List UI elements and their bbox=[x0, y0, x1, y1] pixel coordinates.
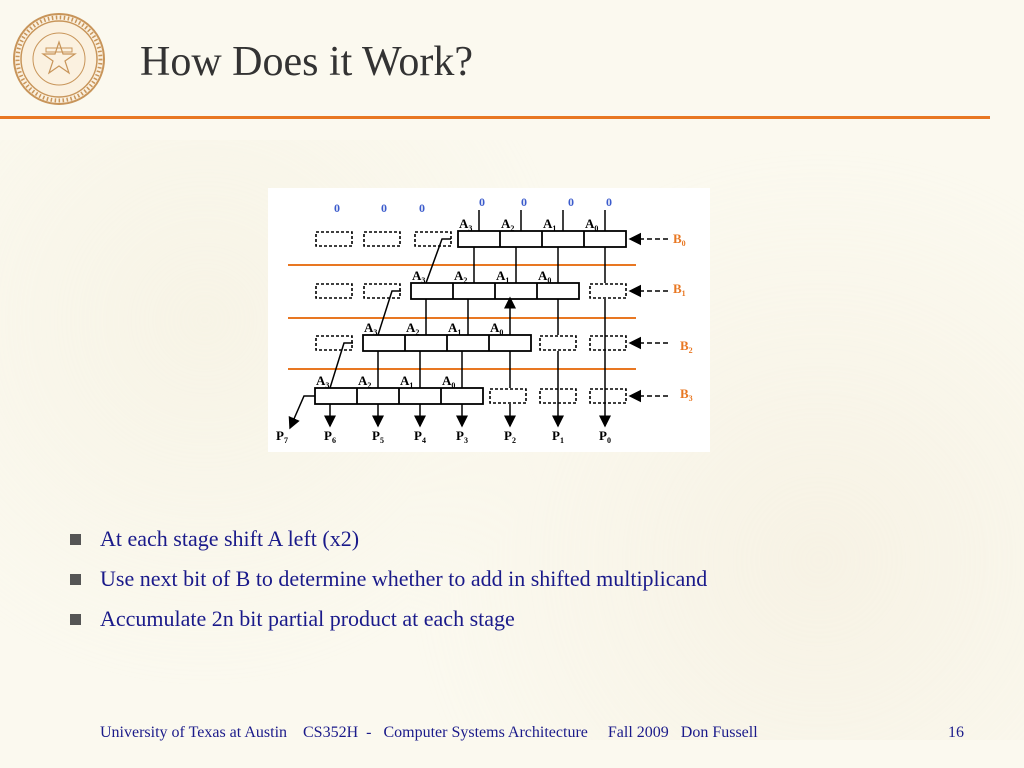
p-label: P bbox=[599, 428, 607, 443]
svg-text:A1 bbox=[543, 216, 556, 233]
a-subscript: 1 bbox=[552, 224, 557, 233]
p-subscript: 5 bbox=[379, 436, 384, 445]
svg-text:A3 bbox=[316, 373, 329, 390]
a-label: A bbox=[358, 373, 368, 388]
b-subscript: 2 bbox=[688, 346, 693, 355]
b-label: B bbox=[680, 386, 689, 401]
a-label: A bbox=[412, 268, 422, 283]
a-label: A bbox=[448, 320, 458, 335]
svg-text:P2 bbox=[504, 428, 516, 445]
svg-text:A0 bbox=[442, 373, 455, 390]
svg-text:P1 bbox=[552, 428, 564, 445]
a-subscript: 2 bbox=[510, 224, 515, 233]
a-subscript: 3 bbox=[325, 381, 330, 390]
svg-text:B0 bbox=[673, 231, 686, 248]
svg-text:A2 bbox=[501, 216, 514, 233]
svg-text:A0 bbox=[538, 268, 551, 285]
a-subscript: 0 bbox=[499, 328, 504, 337]
bullet-item bbox=[70, 564, 707, 604]
a-label: A bbox=[496, 268, 506, 283]
a-label: A bbox=[538, 268, 548, 283]
title-divider bbox=[0, 116, 990, 119]
a-label: A bbox=[543, 216, 553, 231]
bullet-text: Accumulate 2n bit partial product at each stage bbox=[100, 606, 515, 631]
a-subscript: 1 bbox=[457, 328, 462, 337]
p-subscript: 3 bbox=[463, 436, 468, 445]
bullet-item bbox=[70, 524, 707, 564]
bullet-item bbox=[70, 604, 707, 644]
bullet-list bbox=[70, 524, 707, 644]
a-label: A bbox=[400, 373, 410, 388]
a-subscript: 1 bbox=[505, 276, 510, 285]
slide-title: How Does it Work? bbox=[140, 39, 473, 85]
b-label: B bbox=[673, 281, 682, 296]
svg-text:A3 bbox=[459, 216, 472, 233]
a-label: A bbox=[459, 216, 469, 231]
b-subscript: 1 bbox=[681, 289, 686, 298]
svg-text:P7 bbox=[276, 428, 288, 445]
svg-text:A3 bbox=[412, 268, 425, 285]
p-subscript: 4 bbox=[421, 436, 426, 445]
a-subscript: 3 bbox=[373, 328, 378, 337]
a-subscript: 3 bbox=[421, 276, 426, 285]
p-label: P bbox=[324, 428, 332, 443]
a-subscript: 2 bbox=[463, 276, 468, 285]
square-bullet-icon bbox=[70, 534, 81, 545]
svg-text:B3 bbox=[680, 386, 693, 403]
p-label: P bbox=[372, 428, 380, 443]
svg-text:P4 bbox=[414, 428, 426, 445]
p-subscript: 6 bbox=[331, 436, 336, 445]
svg-text:P0 bbox=[599, 428, 611, 445]
svg-text:B2 bbox=[680, 338, 693, 355]
a-label: A bbox=[442, 373, 452, 388]
svg-text:A2 bbox=[406, 320, 419, 337]
svg-text:P6 bbox=[324, 428, 336, 445]
zero-label: 0 bbox=[606, 195, 612, 209]
svg-text:A2 bbox=[358, 373, 371, 390]
a-subscript: 3 bbox=[468, 224, 473, 233]
svg-text:A1 bbox=[400, 373, 413, 390]
a-label: A bbox=[454, 268, 464, 283]
page-number: 16 bbox=[948, 724, 964, 741]
svg-text:A1 bbox=[448, 320, 461, 337]
zero-label: 0 bbox=[334, 201, 340, 215]
zero-label: 0 bbox=[568, 195, 574, 209]
p-subscript: 7 bbox=[283, 436, 288, 445]
svg-text:P3 bbox=[456, 428, 468, 445]
p-label: P bbox=[456, 428, 464, 443]
b-label: B bbox=[680, 338, 689, 353]
svg-text:A1 bbox=[496, 268, 509, 285]
p-subscript: 0 bbox=[606, 436, 611, 445]
university-seal-icon bbox=[12, 12, 106, 106]
b-label: B bbox=[673, 231, 682, 246]
svg-text:A0 bbox=[490, 320, 503, 337]
square-bullet-icon bbox=[70, 574, 81, 585]
zero-label: 0 bbox=[479, 195, 485, 209]
a-subscript: 0 bbox=[594, 224, 599, 233]
p-label: P bbox=[504, 428, 512, 443]
multiplier-array-diagram bbox=[268, 188, 710, 452]
p-subscript: 2 bbox=[511, 436, 516, 445]
a-label: A bbox=[316, 373, 326, 388]
svg-text:A0 bbox=[585, 216, 598, 233]
a-label: A bbox=[490, 320, 500, 335]
a-subscript: 2 bbox=[415, 328, 420, 337]
svg-text:A3 bbox=[364, 320, 377, 337]
b-subscript: 0 bbox=[681, 239, 686, 248]
zero-label: 0 bbox=[419, 201, 425, 215]
a-subscript: 0 bbox=[547, 276, 552, 285]
a-subscript: 0 bbox=[451, 381, 456, 390]
square-bullet-icon bbox=[70, 614, 81, 625]
svg-text:B1 bbox=[673, 281, 686, 298]
a-subscript: 2 bbox=[367, 381, 372, 390]
p-label: P bbox=[276, 428, 284, 443]
svg-text:A2 bbox=[454, 268, 467, 285]
b-subscript: 3 bbox=[688, 394, 693, 403]
a-subscript: 1 bbox=[409, 381, 414, 390]
a-label: A bbox=[364, 320, 374, 335]
slide-footer: University of Texas at Austin CS352H - Computer Systems Architecture Fall 2009 Don Fussell bbox=[100, 724, 758, 741]
p-label: P bbox=[552, 428, 560, 443]
zero-label: 0 bbox=[381, 201, 387, 215]
p-subscript: 1 bbox=[559, 436, 564, 445]
svg-text:P5 bbox=[372, 428, 384, 445]
bullet-text: At each stage shift A left (x2) bbox=[100, 526, 360, 551]
a-label: A bbox=[501, 216, 511, 231]
a-label: A bbox=[585, 216, 595, 231]
a-label: A bbox=[406, 320, 416, 335]
bullet-text: Use next bit of B to determine whether to add in shifted multiplicand bbox=[100, 566, 708, 591]
zero-label: 0 bbox=[521, 195, 527, 209]
p-label: P bbox=[414, 428, 422, 443]
